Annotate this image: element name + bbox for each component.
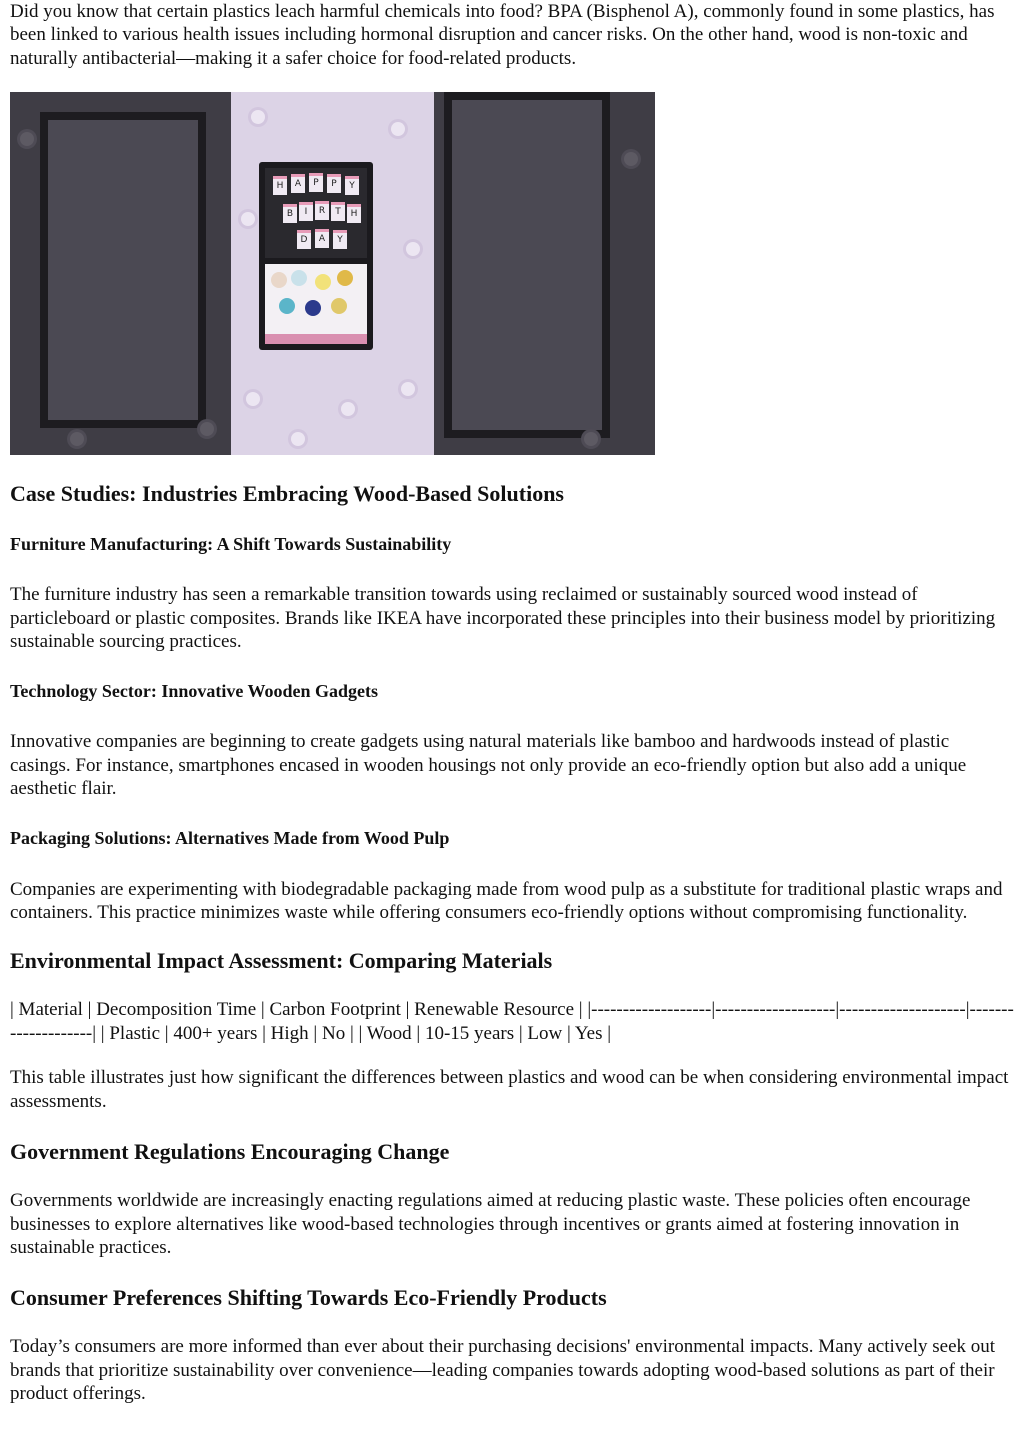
comparison-table-text: | Material | Decomposition Time | Carbon Footprint | Renewable Resource | |-------------------|-------------------|--------------------|--------------------| | Plastic | 400+ years | High | No | | Wood | 10-15 years | Low | Yes | bbox=[10, 999, 1014, 1044]
table-explanation-paragraph: This table illustrates just how significant the differences between plastics and wood can be when considering environmental impact assessments. bbox=[10, 1067, 1009, 1112]
photo-blurred-right bbox=[434, 92, 655, 455]
flower-decoration bbox=[401, 382, 415, 396]
banner-flag: D bbox=[297, 230, 311, 249]
government-paragraph: Governments worldwide are increasingly enacting regulations aimed at reducing plastic waste. These policies often encourage businesses to explore alternatives like wood-based technologies through incentives or grants aimed at fostering innovation in sustainable practices. bbox=[10, 1190, 971, 1258]
furniture-paragraph: The furniture industry has seen a remarkable transition towards using reclaimed or sustainably sourced wood instead of particleboard or plastic composites. Brands like IKEA have incorporated these principles into their business model by prioritizing sustainable sourcing practices. bbox=[10, 584, 996, 653]
government-heading: Government Regulations Encouraging Change bbox=[10, 1139, 450, 1165]
flower-decoration bbox=[391, 122, 405, 136]
photo-box-frame bbox=[40, 112, 206, 428]
candy-decoration bbox=[315, 274, 331, 290]
photo-blurred-left bbox=[10, 92, 231, 455]
technology-paragraph: Innovative companies are beginning to create gadgets using natural materials like bamboo and hardwoods instead of plastic casings. For instance, smartphones encased in wooden housings not only provide an eco-friendly option but also add a unique aesthetic flair. bbox=[10, 731, 967, 800]
candy-decoration bbox=[291, 270, 307, 286]
candy-decoration bbox=[279, 298, 295, 314]
candy-decoration bbox=[337, 270, 353, 286]
flower-decoration bbox=[70, 432, 84, 446]
technology-heading: Technology Sector: Innovative Wooden Gadgets bbox=[10, 681, 379, 702]
photo-center bbox=[231, 92, 434, 455]
banner-flag: I bbox=[299, 202, 313, 221]
banner-flag: R bbox=[315, 201, 329, 220]
gift-box-stripe bbox=[265, 334, 367, 344]
candy-decoration bbox=[271, 272, 287, 288]
candy-decoration bbox=[331, 298, 347, 314]
flower-decoration bbox=[341, 402, 355, 416]
flower-decoration bbox=[246, 392, 260, 406]
case-studies-heading: Case Studies: Industries Embracing Wood-Based Solutions bbox=[10, 481, 564, 507]
photo-box-frame bbox=[444, 92, 610, 438]
furniture-heading: Furniture Manufacturing: A Shift Towards Sustainability bbox=[10, 534, 452, 555]
banner-flag: A bbox=[291, 174, 305, 193]
flower-decoration bbox=[624, 152, 638, 166]
gift-box bbox=[259, 162, 373, 350]
banner-flag: H bbox=[273, 176, 287, 195]
banner-flag: P bbox=[327, 174, 341, 193]
flower-decoration bbox=[584, 432, 598, 446]
banner-flag: P bbox=[309, 173, 323, 192]
flower-decoration bbox=[20, 132, 34, 146]
flower-decoration bbox=[406, 242, 420, 256]
packaging-heading: Packaging Solutions: Alternatives Made from Wood Pulp bbox=[10, 827, 450, 848]
gift-box-tray bbox=[265, 264, 367, 334]
banner-flag: Y bbox=[333, 230, 347, 249]
banner-flag: H bbox=[347, 204, 361, 223]
intro-paragraph: Did you know that certain plastics leach harmful chemicals into food? BPA (Bisphenol A), commonly found in some plastics, has been linked to various health issues including hormonal disruption and cancer risks. On the other hand, wood is non-toxic and naturally antibacterial—making it a safer choice for food-related products. bbox=[10, 1, 995, 69]
consumer-heading: Consumer Preferences Shifting Towards Eco-Friendly Products bbox=[10, 1285, 607, 1311]
consumer-paragraph: Today’s consumers are more informed than ever about their purchasing decisions' environmental impacts. Many actively seek out brands that prioritize sustainability over convenience—leading companies towards adopting wood-based solutions as part of their product offerings. bbox=[10, 1336, 996, 1405]
packaging-paragraph: Companies are experimenting with biodegradable packaging made from wood pulp as a substitute for traditional plastic wraps and containers. This practice minimizes waste while offering consumers eco-friendly options without compromising functionality. bbox=[10, 878, 1003, 924]
flower-decoration bbox=[251, 110, 265, 124]
flower-decoration bbox=[200, 422, 214, 436]
banner-flag: Y bbox=[345, 176, 359, 195]
candy-decoration bbox=[305, 300, 321, 316]
banner-flag: B bbox=[283, 204, 297, 223]
birthday-box-photo bbox=[10, 92, 655, 455]
environment-heading: Environmental Impact Assessment: Comparing Materials bbox=[10, 948, 553, 974]
flower-decoration bbox=[291, 432, 305, 446]
banner-flag: T bbox=[331, 202, 345, 221]
flower-decoration bbox=[241, 212, 255, 226]
banner-flag: A bbox=[315, 229, 329, 248]
